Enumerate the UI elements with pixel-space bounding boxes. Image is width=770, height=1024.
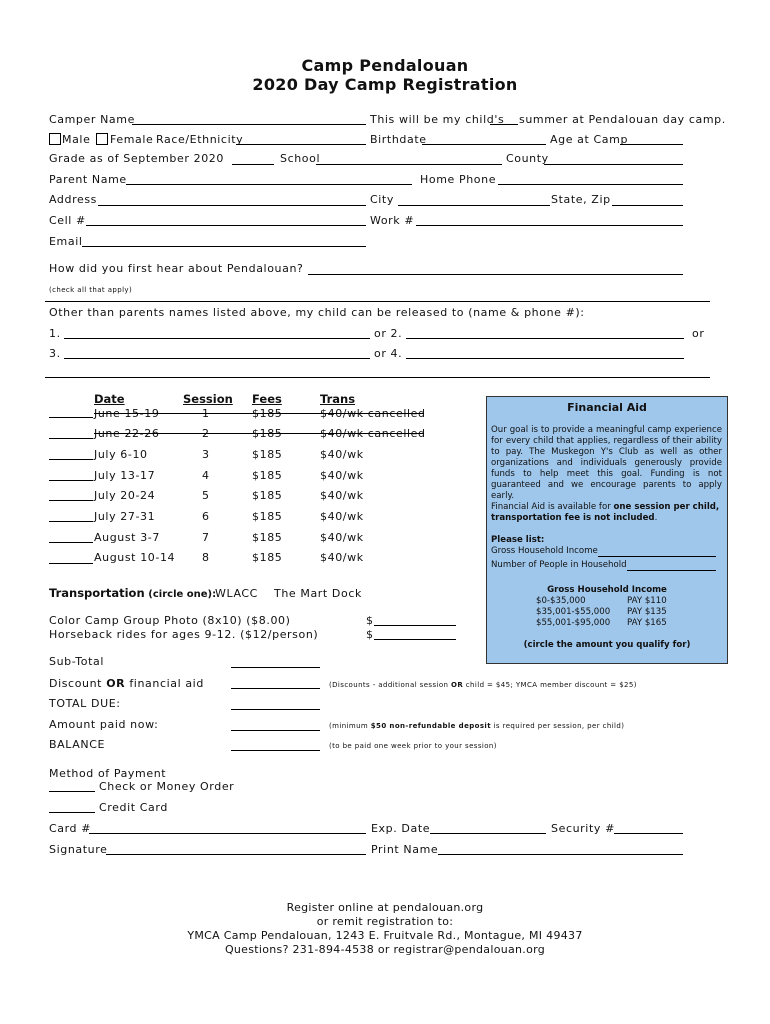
session-number: 7	[202, 531, 210, 544]
discount-note	[329, 681, 637, 689]
county-field[interactable]	[544, 164, 683, 165]
session-number: 2	[202, 427, 210, 440]
check-option-line[interactable]	[49, 791, 95, 792]
trans-header: Trans	[320, 392, 356, 406]
deposit-note-bold: $50 non-refundable deposit	[370, 722, 491, 730]
session-number: 1	[202, 407, 210, 420]
financial-aid-intro: Our goal is to provide a meaningful camp experience for every child that applies, regardless of their ability to pay. The Muskegon Y's Club as well as other organizations and individuals generously provide funds to help meet this goal. Funding is not guaranteed and we encourage parents to apply early.	[491, 425, 722, 501]
session-trans: $40/wk	[320, 531, 364, 544]
security-field[interactable]	[614, 833, 683, 834]
session-fee: $185	[252, 407, 283, 420]
check-all-note: (check all that apply)	[49, 286, 133, 294]
email-field[interactable]	[82, 246, 366, 247]
work-field[interactable]	[416, 225, 683, 226]
horseback-amount-field[interactable]	[374, 639, 456, 640]
session-fee: $185	[252, 448, 283, 461]
session-4-checkline[interactable]	[49, 480, 93, 481]
balance-label: BALANCE	[49, 738, 106, 751]
work-label: Work #	[370, 214, 415, 227]
card-number-label: Card #	[49, 822, 92, 835]
session-2-checkline[interactable]	[49, 438, 93, 439]
session-trans: $40/wk cancelled	[320, 407, 426, 420]
parent-name-label: Parent Name	[49, 173, 127, 186]
form-title: Camp Pendalouan	[301, 56, 469, 75]
subtotal-field[interactable]	[231, 667, 320, 668]
transport-option-mart-dock[interactable]: The Mart Dock	[274, 587, 362, 600]
form-subtitle: 2020 Day Camp Registration	[252, 75, 518, 94]
session-date: June 22-26	[94, 427, 160, 440]
race-field[interactable]	[236, 144, 366, 145]
state-zip-label: State, Zip	[551, 193, 611, 206]
photo-dollar: $	[366, 614, 374, 627]
income-tier-pay: PAY $110	[627, 596, 667, 606]
signature-label: Signature	[49, 843, 108, 856]
session-number: 5	[202, 489, 210, 502]
session-number: 4	[202, 469, 210, 482]
financial-aid-title: Financial Aid	[567, 401, 647, 414]
session-3-checkline[interactable]	[49, 459, 93, 460]
session-7-checkline[interactable]	[49, 542, 93, 543]
card-number-field[interactable]	[89, 833, 366, 834]
child-summer-suffix: summer at Pendalouan day camp.	[519, 113, 726, 126]
financial-aid-availability	[491, 502, 722, 524]
photo-label: Color Camp Group Photo (8x10) ($8.00)	[49, 614, 291, 627]
release-3-label: 3.	[49, 347, 61, 360]
home-phone-field[interactable]	[498, 184, 683, 185]
session-date: July 6-10	[94, 448, 148, 461]
footer-remit: or remit registration to:	[316, 915, 454, 928]
availability-text: Financial Aid is available for	[491, 502, 614, 512]
parent-name-field[interactable]	[126, 184, 412, 185]
balance-note: (to be paid one week prior to your session)	[329, 742, 497, 750]
availability-end: .	[654, 513, 658, 523]
income-tier-range: $55,001-$95,000	[536, 618, 611, 628]
income-tier-range: $35,001-$55,000	[536, 607, 611, 617]
payment-method-label: Method of Payment	[49, 767, 167, 780]
grade-field[interactable]	[232, 164, 274, 165]
discount-text: Discount	[49, 677, 107, 690]
session-fee: $185	[252, 469, 283, 482]
release-label: Other than parents names listed above, my child can be released to (name & phone #):	[49, 306, 585, 319]
strikethrough-line	[94, 433, 424, 434]
session-1-checkline[interactable]	[49, 417, 93, 418]
discount-label	[49, 677, 204, 690]
gross-income-label: Gross Household Income	[491, 546, 598, 556]
county-label: County	[506, 152, 549, 165]
male-label: Male	[62, 133, 91, 146]
horseback-label: Horseback rides for ages 9-12. ($12/person)	[49, 628, 319, 641]
date-header: Date	[94, 392, 125, 406]
session-trans: $40/wk	[320, 469, 364, 482]
city-label: City	[370, 193, 394, 206]
state-zip-field[interactable]	[612, 205, 683, 206]
circle-amount-note: (circle the amount you qualify for)	[523, 640, 691, 650]
signature-field[interactable]	[106, 854, 366, 855]
birthdate-field[interactable]	[422, 144, 546, 145]
discount-note-end: child = $45; YMCA member discount = $25)	[463, 681, 637, 689]
deposit-note	[329, 722, 624, 730]
address-label: Address	[49, 193, 98, 206]
session-number: 6	[202, 510, 210, 523]
email-label: Email	[49, 235, 83, 248]
exp-date-label: Exp. Date	[371, 822, 431, 835]
session-date: July 13-17	[94, 469, 156, 482]
hear-label: How did you first hear about Pendalouan?	[49, 262, 304, 275]
cell-label: Cell #	[49, 214, 86, 227]
balance-field[interactable]	[231, 750, 320, 751]
discount-note-text: (Discounts - additional session	[329, 681, 452, 689]
session-date: August 3-7	[94, 531, 160, 544]
transportation-label: Transportation	[49, 586, 145, 600]
session-trans: $40/wk	[320, 551, 364, 564]
household-size-field[interactable]	[627, 570, 716, 571]
availability-bold: one session per child, transportation fee is not included	[491, 502, 720, 523]
financial-aid-box	[486, 396, 728, 664]
child-summer-label: This will be my child's	[370, 113, 505, 126]
session-date: July 27-31	[94, 510, 156, 523]
session-fee: $185	[252, 531, 283, 544]
cell-field[interactable]	[86, 225, 366, 226]
circle-one-label: (circle one):	[148, 589, 217, 600]
income-tier-range: $0-$35,000	[536, 596, 586, 606]
session-fee: $185	[252, 551, 283, 564]
camper-name-field[interactable]	[132, 124, 366, 125]
transportation-row	[49, 586, 216, 600]
fees-header: Fees	[252, 392, 282, 406]
hear-field[interactable]	[308, 274, 683, 275]
footer-address: YMCA Camp Pendalouan, 1243 E. Fruitvale Rd., Montague, MI 49437	[187, 929, 583, 942]
session-8-checkline[interactable]	[49, 563, 93, 564]
session-trans: $40/wk cancelled	[320, 427, 426, 440]
security-label: Security #	[551, 822, 615, 835]
session-trans: $40/wk	[320, 448, 364, 461]
session-date: July 20-24	[94, 489, 156, 502]
discount-aid: financial aid	[125, 677, 204, 690]
horseback-dollar: $	[366, 628, 374, 641]
deposit-note-text: (minimum	[329, 722, 371, 730]
transport-option-wlacc[interactable]: WLACC	[215, 587, 258, 600]
child-summer-field[interactable]	[490, 124, 518, 125]
discount-note-or: OR	[451, 681, 464, 689]
session-fee: $185	[252, 427, 283, 440]
session-number: 3	[202, 448, 210, 461]
photo-amount-field[interactable]	[374, 625, 456, 626]
release-1-label: 1.	[49, 327, 61, 340]
release-4-label: or 4.	[374, 347, 403, 360]
age-field[interactable]	[620, 144, 683, 145]
print-name-label: Print Name	[371, 843, 439, 856]
check-option-label: Check or Money Order	[99, 780, 235, 793]
male-checkbox[interactable]	[49, 133, 61, 145]
session-date: August 10-14	[94, 551, 176, 564]
release-or-label: or	[692, 327, 705, 340]
amount-paid-label: Amount paid now:	[49, 718, 159, 731]
strikethrough-line	[94, 413, 424, 414]
amount-paid-field[interactable]	[231, 730, 320, 731]
female-label: Female	[110, 133, 154, 146]
birthdate-label: Birthdate	[370, 133, 427, 146]
session-trans: $40/wk	[320, 510, 364, 523]
session-fee: $185	[252, 489, 283, 502]
gross-income-field[interactable]	[598, 556, 716, 557]
credit-option-line[interactable]	[49, 812, 95, 813]
session-fee: $185	[252, 510, 283, 523]
session-5-checkline[interactable]	[49, 500, 93, 501]
age-label: Age at Camp	[550, 133, 629, 146]
income-table-title: Gross Household Income	[547, 585, 667, 595]
school-label: School	[280, 152, 321, 165]
subtotal-label: Sub-Total	[49, 655, 104, 668]
release-1-field[interactable]	[64, 338, 370, 339]
credit-option-label: Credit Card	[99, 801, 168, 814]
income-tier-pay: PAY $135	[627, 607, 667, 617]
release-3-field[interactable]	[64, 358, 370, 359]
session-header: Session	[183, 392, 233, 406]
session-date: June 15-19	[94, 407, 160, 420]
release-2-field[interactable]	[406, 338, 684, 339]
total-due-label: TOTAL DUE:	[49, 697, 121, 710]
race-label: Race/Ethnicity	[156, 133, 244, 146]
income-tier-pay: PAY $165	[627, 618, 667, 628]
female-checkbox[interactable]	[96, 133, 108, 145]
household-size-label: Number of People in Household	[491, 560, 627, 570]
please-list-label: Please list:	[491, 535, 545, 545]
discount-field[interactable]	[231, 688, 320, 689]
deposit-note-end: is required per session, per child)	[490, 722, 625, 730]
address-field[interactable]	[98, 205, 366, 206]
release-4-field[interactable]	[406, 358, 684, 359]
city-field[interactable]	[398, 205, 550, 206]
session-number: 8	[202, 551, 210, 564]
session-trans: $40/wk	[320, 489, 364, 502]
exp-date-field[interactable]	[430, 833, 546, 834]
school-field[interactable]	[316, 164, 502, 165]
session-6-checkline[interactable]	[49, 521, 93, 522]
home-phone-label: Home Phone	[420, 173, 497, 186]
print-name-field[interactable]	[438, 854, 683, 855]
total-due-field[interactable]	[231, 709, 320, 710]
discount-or: OR	[106, 677, 126, 690]
grade-label: Grade as of September 2020	[49, 152, 224, 165]
footer-questions: Questions? 231-894-4538 or registrar@pendalouan.org	[224, 943, 546, 956]
footer-register-online: Register online at pendalouan.org	[286, 901, 484, 914]
release-2-label: or 2.	[374, 327, 403, 340]
camper-name-label: Camper Name	[49, 113, 135, 126]
